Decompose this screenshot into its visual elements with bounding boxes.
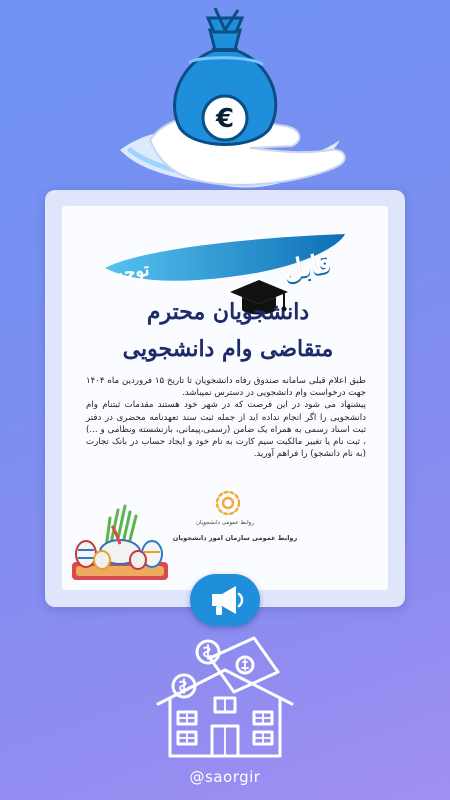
organization-small-label: روابط عمومی دانشجویان: [196, 520, 254, 526]
body-paragraph-2: پیشنهاد می شود در این فرصت که در شهر خود هستند مقدمات ثبتنام وام دانشجویی را اگر انجام نداده اید از جمله ثبت سند تعهدنامه محضری در دفتر ثبت اسناد رسمی به همراه یک ضامن (رسمی،پیمانی، بازنشسته ونظامی و ...) ، ثبت نام یا تغییر مالکیت سیم کارت به نام خود و ایجاد حساب در بانک تجارت (به نام دانشجو) را فراهم آورید.: [86, 400, 366, 460]
megaphone-badge: [190, 574, 260, 626]
body-paragraph-1: طبق اعلام قبلی سامانه صندوق رفاه دانشجویان تا تاریخ ۱۵ فروردین ماه ۱۴۰۴ جهت درخواست وام دانشجویی در دسترس نمیباشد.: [86, 376, 366, 399]
organization-logo-icon: [212, 487, 244, 519]
heading-students: دانشجویان محترم: [146, 299, 310, 325]
announcement-body: [86, 375, 366, 485]
euro-icon: €: [215, 104, 235, 134]
house-money-icon: [150, 632, 300, 762]
megaphone-icon: [190, 574, 260, 626]
heading-loan-applicants: متقاضی وام دانشجویی: [122, 336, 334, 362]
attention-banner-title: قابل: [281, 248, 334, 286]
organization-name: روابط عمومی سازمان امور دانشجویان: [172, 534, 298, 542]
attention-banner-subtitle: توجه: [112, 259, 152, 286]
social-handle[interactable]: @saorgir: [189, 768, 261, 786]
money-bag-hand-illustration: [0, 0, 450, 200]
nowruz-decoration-illustration: [70, 500, 170, 582]
